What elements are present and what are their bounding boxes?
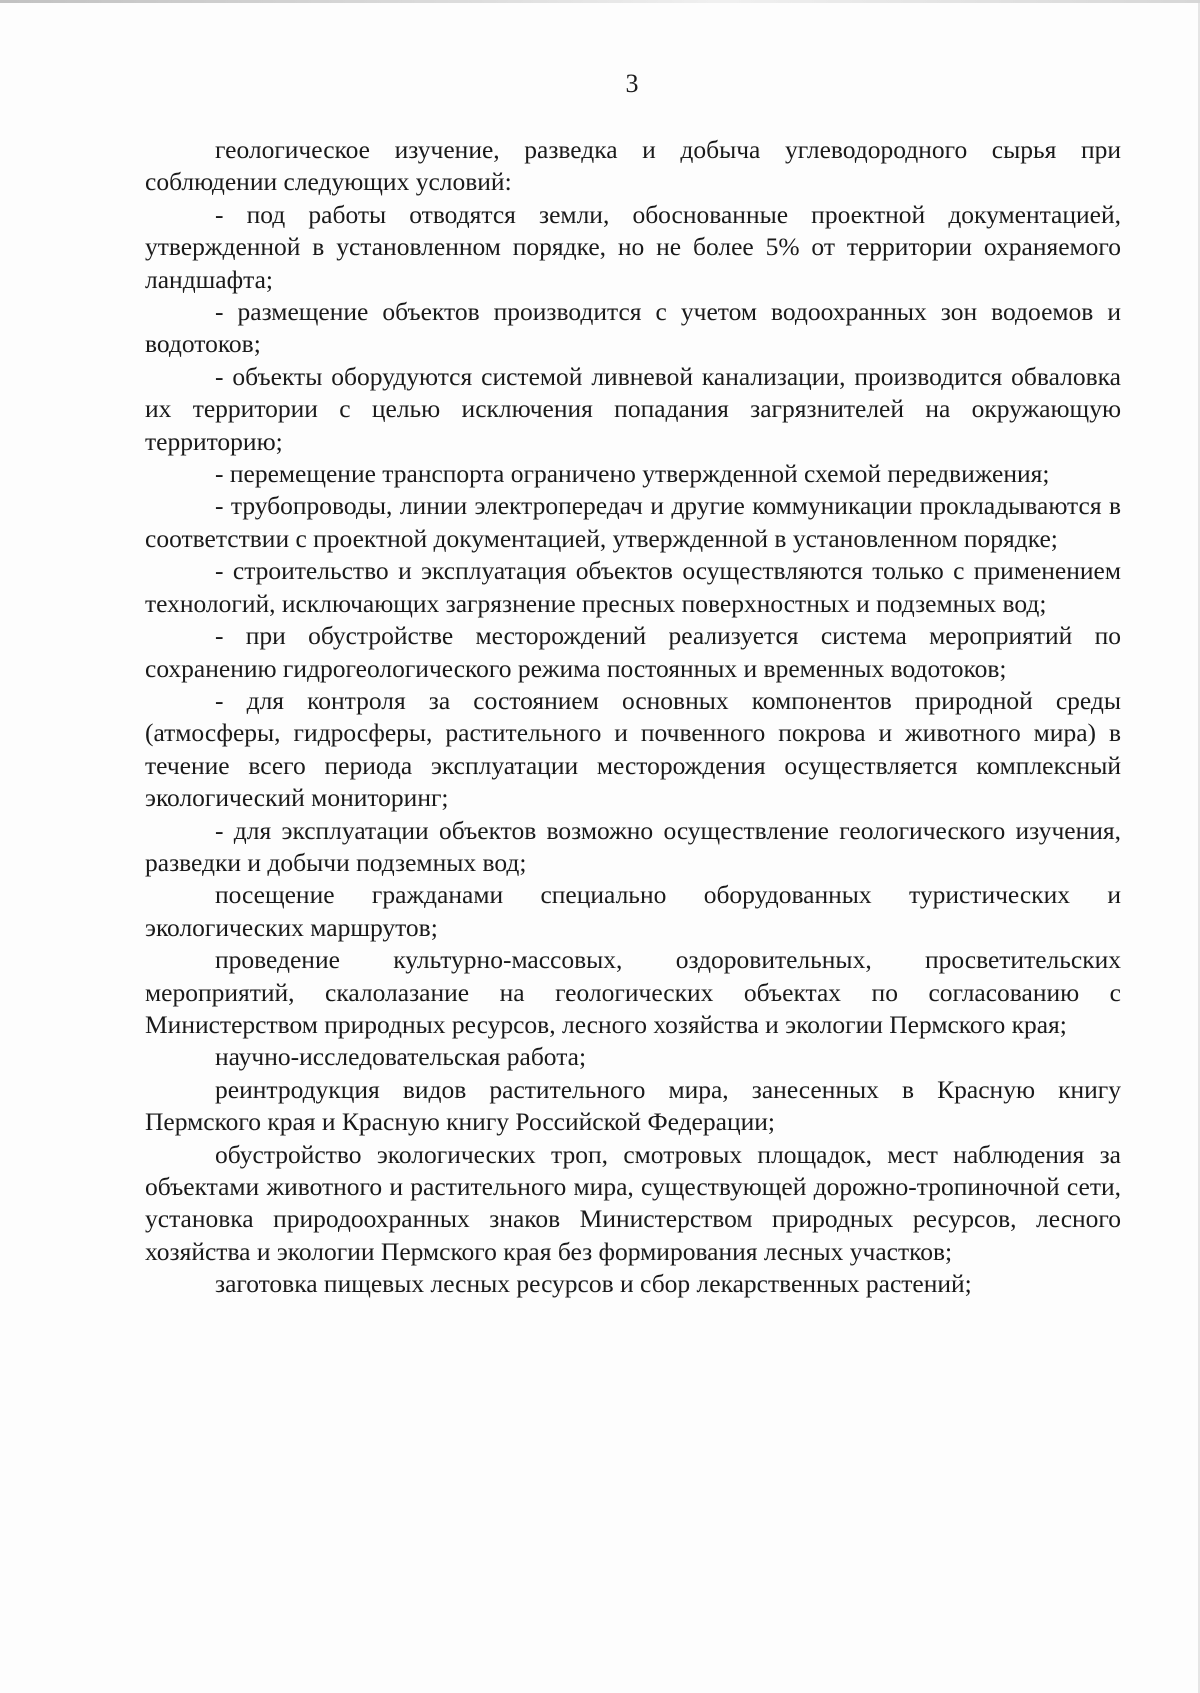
paragraph: посещение гражданами специально оборудованных туристических и экологических маршрутов; bbox=[145, 880, 1121, 942]
paragraph: - под работы отводятся земли, обоснованные проектной документацией, утвержденной в установленном порядке, но не более 5% от территории охраняемого ландшафта; bbox=[145, 199, 1121, 294]
paragraph: - объекты оборудуются системой ливневой канализации, производится обваловка их территории с целью исключения попадания загрязнителей на окружающую территорию; bbox=[145, 361, 1121, 456]
page-number: 3 bbox=[625, 69, 639, 98]
scan-edge-top bbox=[0, 0, 1200, 3]
paragraph: научно-исследовательская работа; bbox=[215, 1042, 587, 1072]
document-body bbox=[145, 134, 1121, 1301]
paragraph: - строительство и эксплуатация объектов осуществляются только с применением технологий, исключающих загрязнение пресных поверхностных и подземных вод; bbox=[145, 556, 1121, 618]
paragraph: заготовка пищевых лесных ресурсов и сбор лекарственных растений; bbox=[215, 1269, 972, 1299]
paragraph: - для эксплуатации объектов возможно осуществление геологического изучения, разведки и добычи подземных вод; bbox=[145, 815, 1121, 877]
paragraph: - при обустройстве месторождений реализуется система мероприятий по сохранению гидрогеологического режима постоянных и временных водотоков; bbox=[145, 621, 1121, 683]
paragraph: геологическое изучение, разведка и добыча углеводородного сырья при соблюдении следующих условий: bbox=[145, 135, 1121, 197]
paragraph: - для контроля за состоянием основных компонентов природной среды (атмосферы, гидросферы, растительного и почвенного покрова и животного мира) в течение всего периода эксплуатации месторождения осуществляется комплексный экологический мониторинг; bbox=[145, 685, 1121, 813]
paragraph: - размещение объектов производится с учетом водоохранных зон водоемов и водотоков; bbox=[145, 297, 1121, 359]
paragraph: реинтродукция видов растительного мира, занесенных в Красную книгу Пермского края и Красную книгу Российской Федерации; bbox=[145, 1074, 1121, 1137]
paragraph: - перемещение транспорта ограничено утвержденной схемой передвижения; bbox=[215, 459, 1050, 489]
paragraph: проведение культурно-массовых, оздоровительных, просветительских мероприятий, скалолазание на геологических объектах по согласованию с Министерством природных ресурсов, лесного хозяйства и экологии Пермского края; bbox=[145, 945, 1121, 1039]
paragraph: обустройство экологических троп, смотровых площадок, мест наблюдения за объектами животного и растительного мира, существующей дорожно-тропиночной сети, установка природоохранных знаков Министерством природных ресурсов, лесного хозяйства и экологии Пермского края без формирования лесных участков; bbox=[145, 1139, 1121, 1266]
paragraph: - трубопроводы, линии электропередач и другие коммуникации прокладываются в соответствии с проектной документацией, утвержденной в установленном порядке; bbox=[145, 491, 1121, 553]
